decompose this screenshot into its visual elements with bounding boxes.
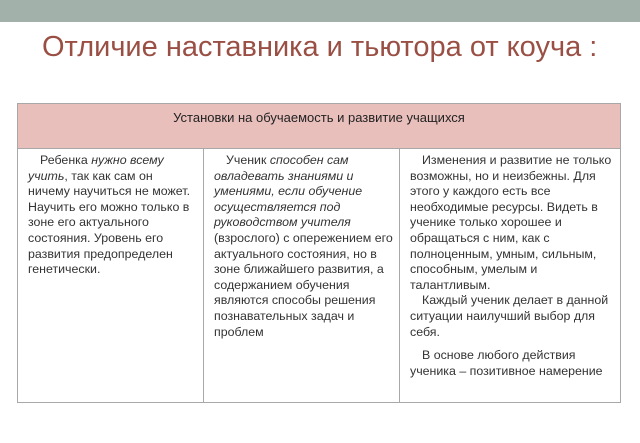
comparison-table (17, 103, 621, 403)
mentor-text-emphasis: нужно всему учить (28, 153, 164, 183)
mentor-text-lead: Ребенка (40, 153, 92, 167)
table-cell-mentor (18, 149, 203, 403)
tutor-text-emphasis: способен сам овладевать знаниями и умениями, если обучение осуществляется под руководством учителя (214, 153, 363, 230)
table-header: Установки на обучаемость и развитие учащихся (18, 104, 620, 149)
mentor-text (28, 153, 197, 278)
table-cell-coach (399, 149, 620, 403)
coach-paragraph-1: Изменения и развитие не только возможны, но и неизбежны. Для этого у каждого есть все необходимые ресурсы. Видеть в ученике только хорошее и обращаться с ним, как с полноценным, умным, сильным, способным, умелым и талантливым. (410, 153, 612, 292)
mentor-text-rest: , так как сам он ничему научиться не может. Научить его можно только в зоне его актуального состояния. Уровень его развития предопределен генетически. (28, 168, 191, 277)
slide-title: Отличие наставника и тьютора от коуча : (42, 31, 598, 63)
tutor-text (214, 153, 393, 340)
coach-paragraph-3: В основе любого действия ученика – позитивное намерение (410, 348, 603, 378)
table-cell-tutor (203, 149, 399, 403)
coach-paragraph-2: Каждый ученик делает в данной ситуации наилучший выбор для себя. (410, 293, 609, 339)
tutor-text-lead: Ученик (226, 153, 270, 167)
tutor-text-rest: (взрослого) с опережением его актуального состояния, но в зоне ближайшего развития, а содержанием обучения являются способы решения познавательных задач и проблем (214, 230, 393, 339)
table-body-row (18, 149, 620, 403)
top-band (0, 0, 640, 22)
